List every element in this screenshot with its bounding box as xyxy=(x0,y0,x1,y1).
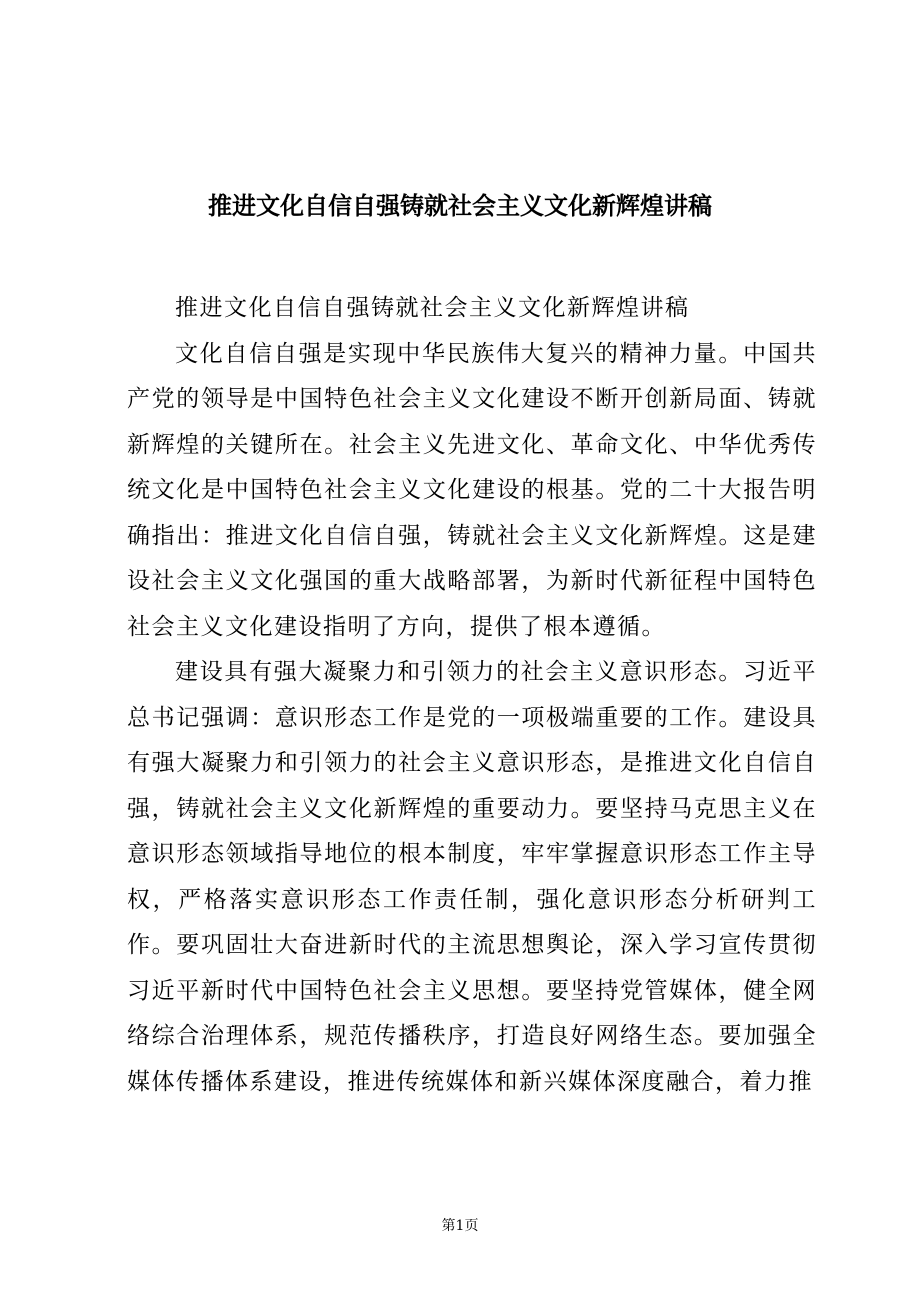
document-body xyxy=(127,286,817,1105)
page-number: 第1页 xyxy=(441,1218,479,1234)
paragraph-1: 文化自信自强是实现中华民族伟大复兴的精神力量。中国共产党的领导是中国特色社会主义文化建设不断开创新局面、铸就新辉煌的关键所在。社会主义先进文化、革命文化、中华优秀传统文化是中国特色社会主义文化建设的根基。党的二十大报告明确指出：推进文化自信自强，铸就社会主义文化新辉煌。这是建设社会主义文化强国的重大战略部署，为新时代新征程中国特色社会主义文化建设指明了方向，提供了根本遵循。 xyxy=(127,340,817,640)
paragraph-2: 建设具有强大凝聚力和引领力的社会主义意识形态。习近平总书记强调：意识形态工作是党的一项极端重要的工作。建设具有强大凝聚力和引领力的社会主义意识形态，是推进文化自信自强，铸就社会主义文化新辉煌的重要动力。要坚持马克思主义在意识形态领域指导地位的根本制度，牢牢掌握意识形态工作主导权，严格落实意识形态工作责任制，强化意识形态分析研判工作。要巩固壮大奋进新时代的主流思想舆论，深入学习宣传贯彻习近平新时代中国特色社会主义思想。要坚持党管媒体，健全网络综合治理体系，规范传播秩序，打造良好网络生态。要加强全媒体传播体系建设，推进传统媒体和新兴媒体深度融合，着力推 xyxy=(127,659,817,1095)
document-subtitle: 推进文化自信自强铸就社会主义文化新辉煌讲稿 xyxy=(175,295,690,321)
document-title: 推进文化自信自强铸就社会主义文化新辉煌讲稿 xyxy=(208,191,712,220)
